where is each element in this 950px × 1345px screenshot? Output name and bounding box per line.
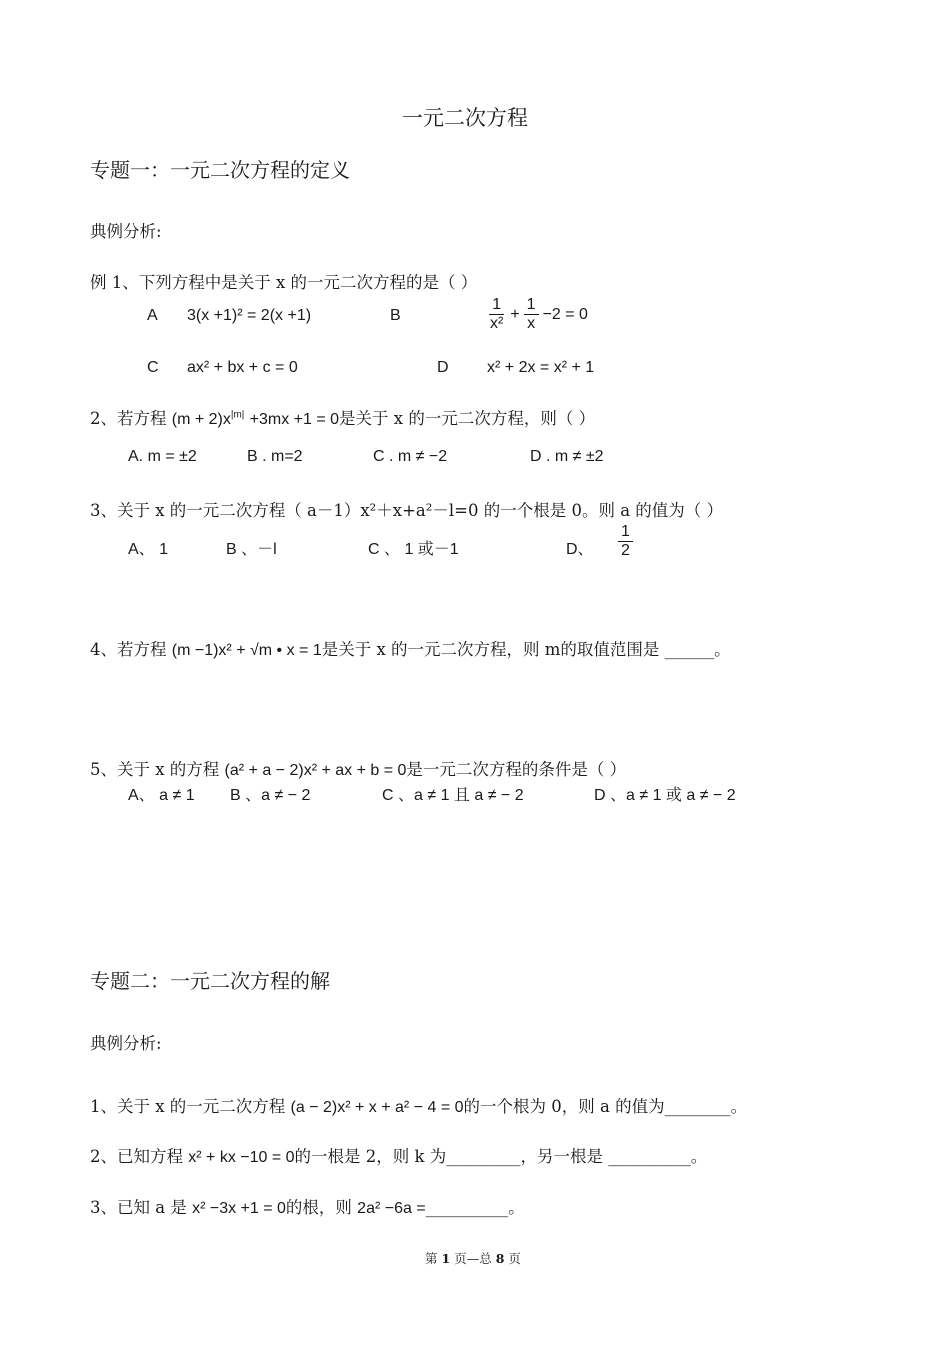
t1-q2-option-a: A. m = ±2 (128, 448, 197, 465)
t1-q2-option-b: B . m=2 (247, 448, 303, 465)
t1-q3-option-d-fraction: $\frac{1}{2}$ (618, 523, 633, 560)
t1-q5-option-b: B 、a ≠ − 2 (230, 787, 311, 804)
t1-q3-option-a: A、 1 (128, 541, 169, 558)
t1-q1-b-fraction-1: $\frac{1}{\text{x²}}$ (490, 296, 504, 332)
t1-q2-option-d: D . m ≠ ±2 (530, 448, 604, 465)
t1-q1-option-d-label: D (437, 359, 449, 376)
t1-q1-option-a-eq: 3(x +1)² = 2(x +1) (187, 307, 312, 324)
t1-q1-option-c-label: C (147, 359, 159, 376)
t1-q3-option-d: D、 (566, 541, 594, 558)
t2-q2-stem: 2、已知方程 x² + kx −10 = 0的一根是 2，则 k 为_________，另一根是 __________。 (90, 1147, 708, 1166)
t1-q1-option-b-label: B (390, 307, 401, 324)
t1-q1-option-b-eq: $\frac{1}{\text{x²}}$ + $\frac{1}{x}$ −2 = 0 (487, 296, 588, 333)
t1-q5-option-a: A、 a ≠ 1 (128, 787, 195, 804)
t1-q3-option-c: C 、 1 或－1 (368, 541, 459, 558)
t1-q4-stem: 4、若方程 (m −1)x² + √m • x = 1是关于 x 的一元二次方程，则 m的取值范围是 ______。 (90, 640, 731, 659)
t1-q3-option-b: B 、－l (226, 541, 277, 558)
t1-q1-b-fraction-2: $\frac{1}{x}$ (524, 296, 539, 333)
t1-q5-option-c: C 、a ≠ 1 且 a ≠ − 2 (382, 787, 524, 804)
t1-q1-option-a-label: A (147, 307, 158, 324)
topic-1-analysis-label: 典例分析: (90, 222, 162, 241)
t1-q5-option-d: D 、a ≠ 1 或 a ≠ − 2 (594, 787, 736, 804)
page-title: 一元二次方程 (402, 106, 528, 130)
t2-q3-stem: 3、已知 a 是 x² −3x +1 = 0的根，则 2a² −6a =__________。 (90, 1198, 525, 1217)
topic-2-analysis-label: 典例分析: (90, 1034, 162, 1053)
t1-q1-stem: 例 1、下列方程中是关于 x 的一元二次方程的是（ ） (90, 273, 478, 292)
t2-q1-stem: 1、关于 x 的一元二次方程 (a − 2)x² + x + a² − 4 = 0的一个根为 0，则 a 的值为________。 (90, 1097, 748, 1116)
t1-q2-stem: 2、若方程 $(m + 2)x^{|m|} +3mx +1 = 0$是关于 x 的一元二次方程，则（ ） (90, 409, 596, 428)
t1-q2-option-c: C . m ≠ −2 (373, 448, 448, 465)
t1-q1-option-c-eq: ax² + bx + c = 0 (187, 359, 298, 376)
t1-q3-stem: 3、关于 x 的一元二次方程（ a－1）x²＋x+a²－l=0 的一个根是 0。则 a 的值为（ ） (90, 501, 724, 520)
topic-2-heading: 专题二：一元二次方程的解 (90, 969, 330, 993)
topic-1-heading: 专题一：一元二次方程的定义 (90, 158, 350, 182)
t1-q5-stem: 5、关于 x 的方程 (a² + a − 2)x² + ax + b = 0是一元二次方程的条件是（ ） (90, 760, 627, 779)
page-footer: 第 1 页—总 8 页 (425, 1251, 521, 1266)
t1-q1-option-d-eq: x² + 2x = x² + 1 (487, 359, 595, 376)
